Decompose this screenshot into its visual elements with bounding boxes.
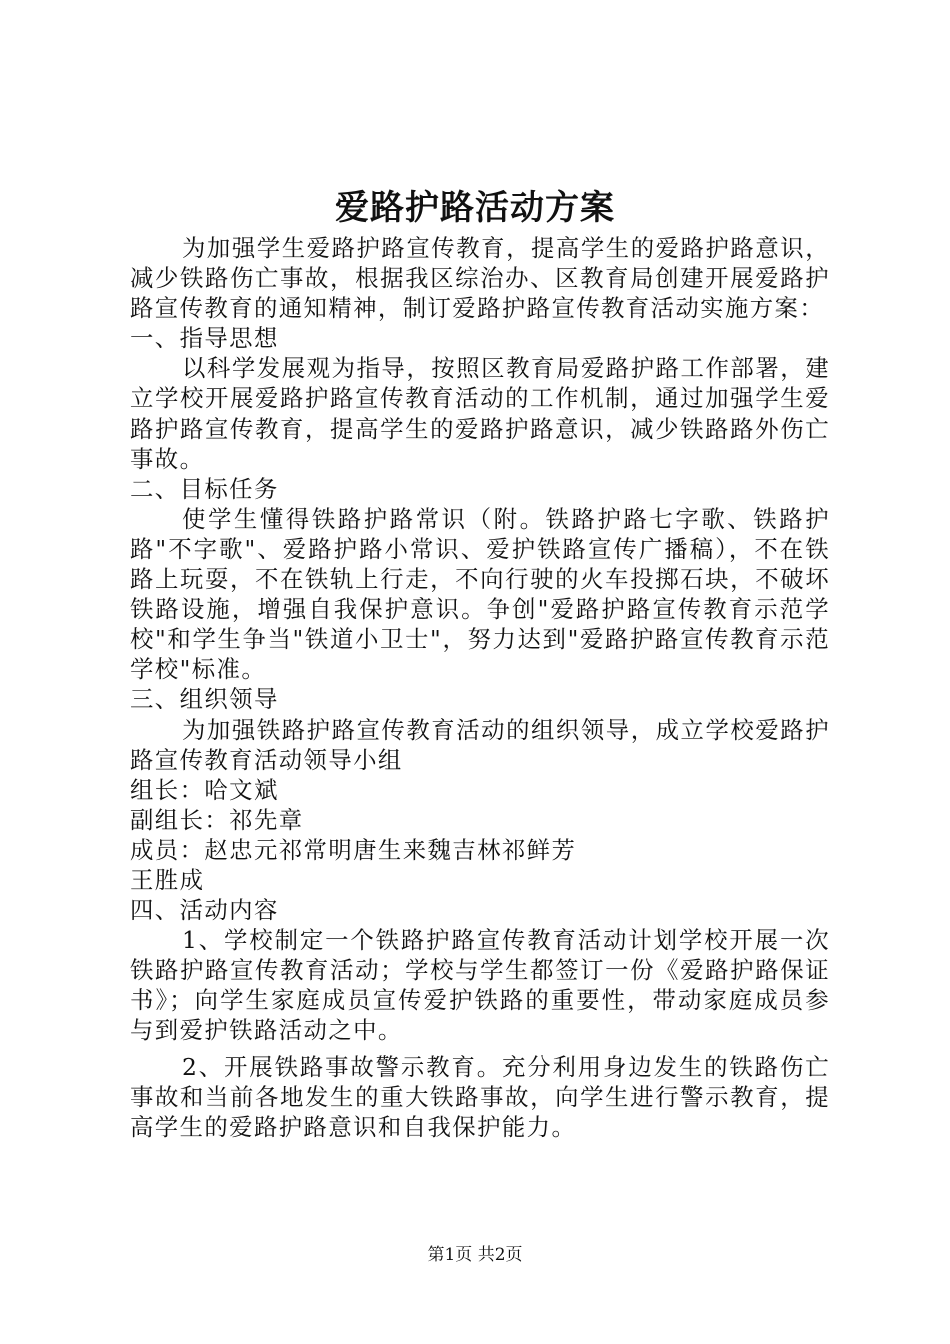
deputy-leader: 副组长：祁先章: [130, 805, 304, 834]
organization-paragraph: 为加强铁路护路宣传教育活动的组织领导，成立学校爱路护路宣传教育活动领导小组: [130, 715, 830, 774]
group-members-continued: 王胜成: [130, 865, 205, 894]
section-heading-activities: 四、活动内容: [130, 896, 279, 925]
group-leader: 组长：哈文斌: [130, 775, 279, 804]
document-body: [130, 233, 830, 1142]
activity-item-1: 1、学校制定一个铁路护路宣传教育活动计划学校开展一次铁路护路宣传教育活动；学校与学生都签订一份《爱路护路保证书》；向学生家庭成员宣传爱护铁路的重要性，带动家庭成员参与到爱护铁路活动之中。: [130, 926, 830, 1045]
activity-item-2: 2、开展铁路事故警示教育。充分利用身边发生的铁路伤亡事故和当前各地发生的重大铁路事故，向学生进行警示教育，提高学生的爱路护路意识和自我保护能力。: [130, 1052, 830, 1141]
document-title: 爱路护路活动方案: [335, 188, 615, 228]
group-members: 成员：赵忠元祁常明唐生来魏吉林祁鲜芳: [130, 835, 577, 864]
section-heading-guiding-ideology: 一、指导思想: [130, 324, 279, 353]
objectives-paragraph: 使学生懂得铁路护路常识（附。铁路护路七字歌、铁路护路"不字歌"、爱路护路小常识、爱护铁路宣传广播稿），不在铁路上玩耍，不在铁轨上行走，不向行驶的火车投掷石块，不破坏铁路设施，增强自我保护意识。争创"爱路护路宣传教育示范学校"和学生争当"铁道小卫士"，努力达到"爱路护路宣传教育示范学校"标准。: [130, 504, 830, 684]
guiding-ideology-paragraph: 以科学发展观为指导，按照区教育局爱路护路工作部署，建立学校开展爱路护路宣传教育活动的工作机制，通过加强学生爱路护路宣传教育，提高学生的爱路护路意识，减少铁路路外伤亡事故。: [130, 354, 830, 473]
intro-paragraph: 为加强学生爱路护路宣传教育，提高学生的爱路护路意识，减少铁路伤亡事故，根据我区综治办、区教育局创建开展爱路护路宣传教育的通知精神，制订爱路护路宣传教育活动实施方案：: [130, 234, 830, 323]
section-heading-organization: 三、组织领导: [130, 685, 279, 714]
page-footer: 第1页 共2页: [427, 1245, 523, 1265]
section-heading-objectives: 二、目标任务: [130, 474, 279, 503]
